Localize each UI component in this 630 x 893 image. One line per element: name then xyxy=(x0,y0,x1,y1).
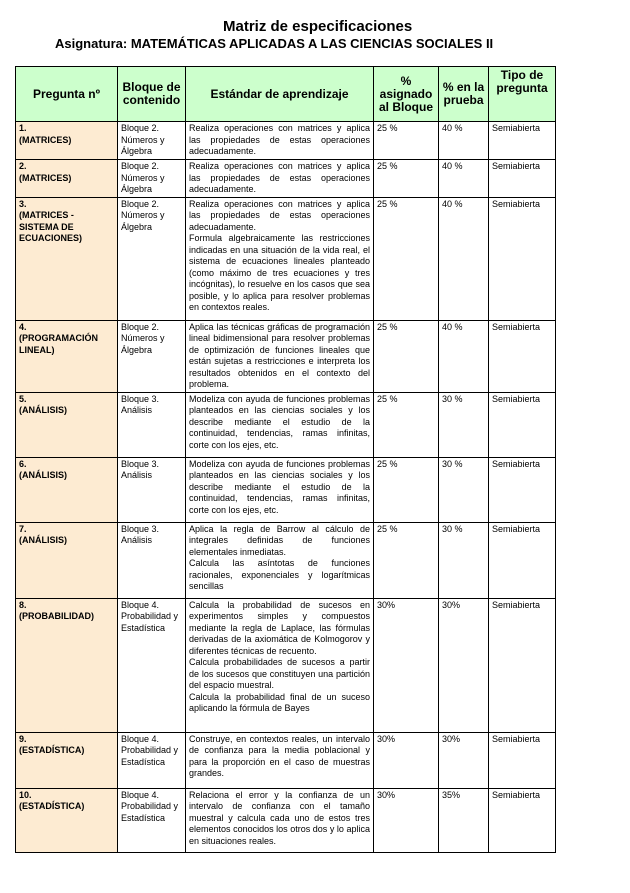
subject-line: Asignatura: MATEMÁTICAS APLICADAS A LAS CIENCIAS SOCIALES II xyxy=(55,36,494,51)
test-percent-cell: 30% xyxy=(439,732,489,788)
question-cell xyxy=(16,732,118,788)
block-cell: Bloque 4. Probabilidad y Estadística xyxy=(118,732,186,788)
standard-text: Aplica las técnicas gráficas de programación lineal bidimensional para resolver problemas de optimización de funciones lineales que están sujetas a restricciones e interpreta los resultados obtenidos en el contexto del problema. xyxy=(189,321,370,389)
block-percent-cell: 25 % xyxy=(374,197,439,320)
standard-cell xyxy=(186,122,374,160)
standard-text: Construye, en contextos reales, un intervalo de confianza para la media poblacional y para la proporción en el caso de muestras grandes. xyxy=(189,733,370,778)
question-topic: (PROBABILIDAD) xyxy=(19,611,94,621)
block-percent-cell: 25 % xyxy=(374,122,439,160)
question-number: 8. xyxy=(19,599,27,610)
block-cell: Bloque 2. Números y Álgebra xyxy=(118,122,186,160)
standard-cell xyxy=(186,732,374,788)
question-number: 3. xyxy=(19,198,27,209)
block-cell: Bloque 3. Análisis xyxy=(118,522,186,598)
question-number: 5. xyxy=(19,393,27,404)
standard-text: Formula algebraicamente las restricciones indicadas en una situación de la vida real, el sistema de ecuaciones lineales planteado (como máximo de tres ecuaciones y tres incógnitas), lo resuelve en los casos que sea posible, y lo aplica para resolver problemas en contextos reales. xyxy=(189,233,370,312)
question-type-cell: Semiabierta xyxy=(489,522,556,598)
block-cell: Bloque 2. Números y Álgebra xyxy=(118,160,186,198)
question-number: 1. xyxy=(19,123,27,133)
block-percent-cell: 25 % xyxy=(374,160,439,198)
question-cell xyxy=(16,197,118,320)
table-header-row xyxy=(16,67,556,122)
question-topic: (PROGRAMACIÓN LINEAL) xyxy=(19,333,98,355)
header-bloque: Bloque de contenido xyxy=(118,67,186,122)
standard-text: Calcula la probabilidad de sucesos en experimentos simples y compuestos mediante la regla de Laplace, las fórmulas derivadas de la axiomática de Kolmogorov y diferentes técnicas de recuento. xyxy=(189,599,370,656)
standard-text: Realiza operaciones con matrices y aplica las propiedades de estas operaciones adecuadamente. xyxy=(189,123,370,156)
question-cell xyxy=(16,160,118,198)
table-row xyxy=(16,392,556,457)
test-percent-cell: 30 % xyxy=(439,457,489,522)
test-percent-cell: 30 % xyxy=(439,522,489,598)
table-row xyxy=(16,732,556,788)
question-number: 7. xyxy=(19,523,27,534)
test-percent-cell: 40 % xyxy=(439,320,489,392)
table-row xyxy=(16,197,556,320)
table-row xyxy=(16,160,556,198)
test-percent-cell: 40 % xyxy=(439,122,489,160)
block-cell: Bloque 4. Probabilidad y Estadística xyxy=(118,788,186,852)
standard-text: Calcula las asíntotas de funciones racionales, exponenciales y logarítmicas sencillas xyxy=(189,558,370,591)
standard-text: Modeliza con ayuda de funciones problemas planteados en las ciencias sociales y los describe mediante el estudio de la continuidad, tendencias, ramas infinitas, corte con los ejes, etc. xyxy=(189,393,370,450)
question-cell xyxy=(16,457,118,522)
question-topic: (MATRICES) xyxy=(19,134,72,145)
standard-cell xyxy=(186,522,374,598)
question-type-cell: Semiabierta xyxy=(489,598,556,732)
block-percent-cell: 30% xyxy=(374,732,439,788)
test-percent-cell: 30 % xyxy=(439,392,489,457)
table-row xyxy=(16,320,556,392)
question-type-cell: Semiabierta xyxy=(489,392,556,457)
header-pct-bloque: % asignado al Bloque xyxy=(374,67,439,122)
block-cell: Bloque 2. Números y Álgebra xyxy=(118,320,186,392)
test-percent-cell: 35% xyxy=(439,788,489,852)
table-row xyxy=(16,598,556,732)
block-percent-cell: 25 % xyxy=(374,522,439,598)
question-topic: (ANÁLISIS) xyxy=(19,470,67,480)
header-pct-prueba: % en la prueba xyxy=(439,67,489,122)
block-percent-cell: 25 % xyxy=(374,392,439,457)
question-type-cell: Semiabierta xyxy=(489,320,556,392)
question-cell xyxy=(16,122,118,160)
question-cell xyxy=(16,320,118,392)
header-tipo: Tipo de pregunta xyxy=(489,67,556,122)
block-cell: Bloque 2. Números y Álgebra xyxy=(118,197,186,320)
header-estandar: Estándar de aprendizaje xyxy=(186,67,374,122)
question-type-cell: Semiabierta xyxy=(489,457,556,522)
table-body xyxy=(16,122,556,853)
question-cell xyxy=(16,788,118,852)
question-type-cell: Semiabierta xyxy=(489,122,556,160)
standard-cell xyxy=(186,788,374,852)
block-percent-cell: 30% xyxy=(374,598,439,732)
question-type-cell: Semiabierta xyxy=(489,197,556,320)
question-topic: (ESTADÍSTICA) xyxy=(19,745,85,755)
standard-text: Modeliza con ayuda de funciones problemas planteados en las ciencias sociales y los describe mediante el estudio de la continuidad, tendencias, ramas infinitas, corte con los ejes, etc. xyxy=(189,458,370,515)
question-topic: (ANÁLISIS) xyxy=(19,535,67,545)
standard-text: Aplica la regla de Barrow al cálculo de integrales definidas de funciones elementales inmediatas. xyxy=(189,523,370,557)
test-percent-cell: 30% xyxy=(439,598,489,732)
question-cell xyxy=(16,392,118,457)
question-cell xyxy=(16,522,118,598)
table-row xyxy=(16,788,556,852)
block-cell: Bloque 3. Análisis xyxy=(118,392,186,457)
question-number: 2. xyxy=(19,161,27,171)
standard-cell xyxy=(186,320,374,392)
question-type-cell: Semiabierta xyxy=(489,160,556,198)
standard-cell xyxy=(186,392,374,457)
question-topic: (ESTADÍSTICA) xyxy=(19,801,85,811)
question-number: 10. xyxy=(19,789,32,800)
question-type-cell: Semiabierta xyxy=(489,788,556,852)
standard-cell xyxy=(186,160,374,198)
standard-text: Realiza operaciones con matrices y aplica las propiedades de estas operaciones adecuadamente. xyxy=(189,161,370,194)
document-title: Matriz de especificaciones xyxy=(223,18,413,35)
table-row xyxy=(16,122,556,160)
question-number: 9. xyxy=(19,733,27,744)
block-percent-cell: 25 % xyxy=(374,457,439,522)
question-topic: (MATRICES - SISTEMA DE ECUACIONES) xyxy=(19,210,83,243)
question-topic: (ANÁLISIS) xyxy=(19,405,67,415)
standard-text: Calcula la probabilidad final de un suceso aplicando la fórmula de Bayes xyxy=(189,691,370,713)
question-cell xyxy=(16,598,118,732)
standard-text: Realiza operaciones con matrices y aplica las propiedades de estas operaciones adecuadamente. xyxy=(189,198,370,232)
standard-text: Calcula probabilidades de sucesos a partir de los sucesos que constituyen una partición del espacio muestral. xyxy=(189,657,370,690)
question-topic: (MATRICES) xyxy=(19,172,72,183)
standard-cell xyxy=(186,598,374,732)
question-type-cell: Semiabierta xyxy=(489,732,556,788)
question-number: 6. xyxy=(19,458,27,469)
table-row xyxy=(16,457,556,522)
block-cell: Bloque 3. Análisis xyxy=(118,457,186,522)
header-pregunta: Pregunta nº xyxy=(16,67,118,122)
specifications-table xyxy=(15,66,556,853)
question-number: 4. xyxy=(19,321,27,332)
block-percent-cell: 25 % xyxy=(374,320,439,392)
standard-cell xyxy=(186,197,374,320)
test-percent-cell: 40 % xyxy=(439,160,489,198)
table-row xyxy=(16,522,556,598)
test-percent-cell: 40 % xyxy=(439,197,489,320)
standard-cell xyxy=(186,457,374,522)
block-percent-cell: 30% xyxy=(374,788,439,852)
standard-text: Relaciona el error y la confianza de un intervalo de confianza con el tamaño muestral y calcula cada uno de estos tres elementos conocidos los otros dos y lo aplica en situaciones reales. xyxy=(189,789,370,846)
block-cell: Bloque 4. Probabilidad y Estadística xyxy=(118,598,186,732)
